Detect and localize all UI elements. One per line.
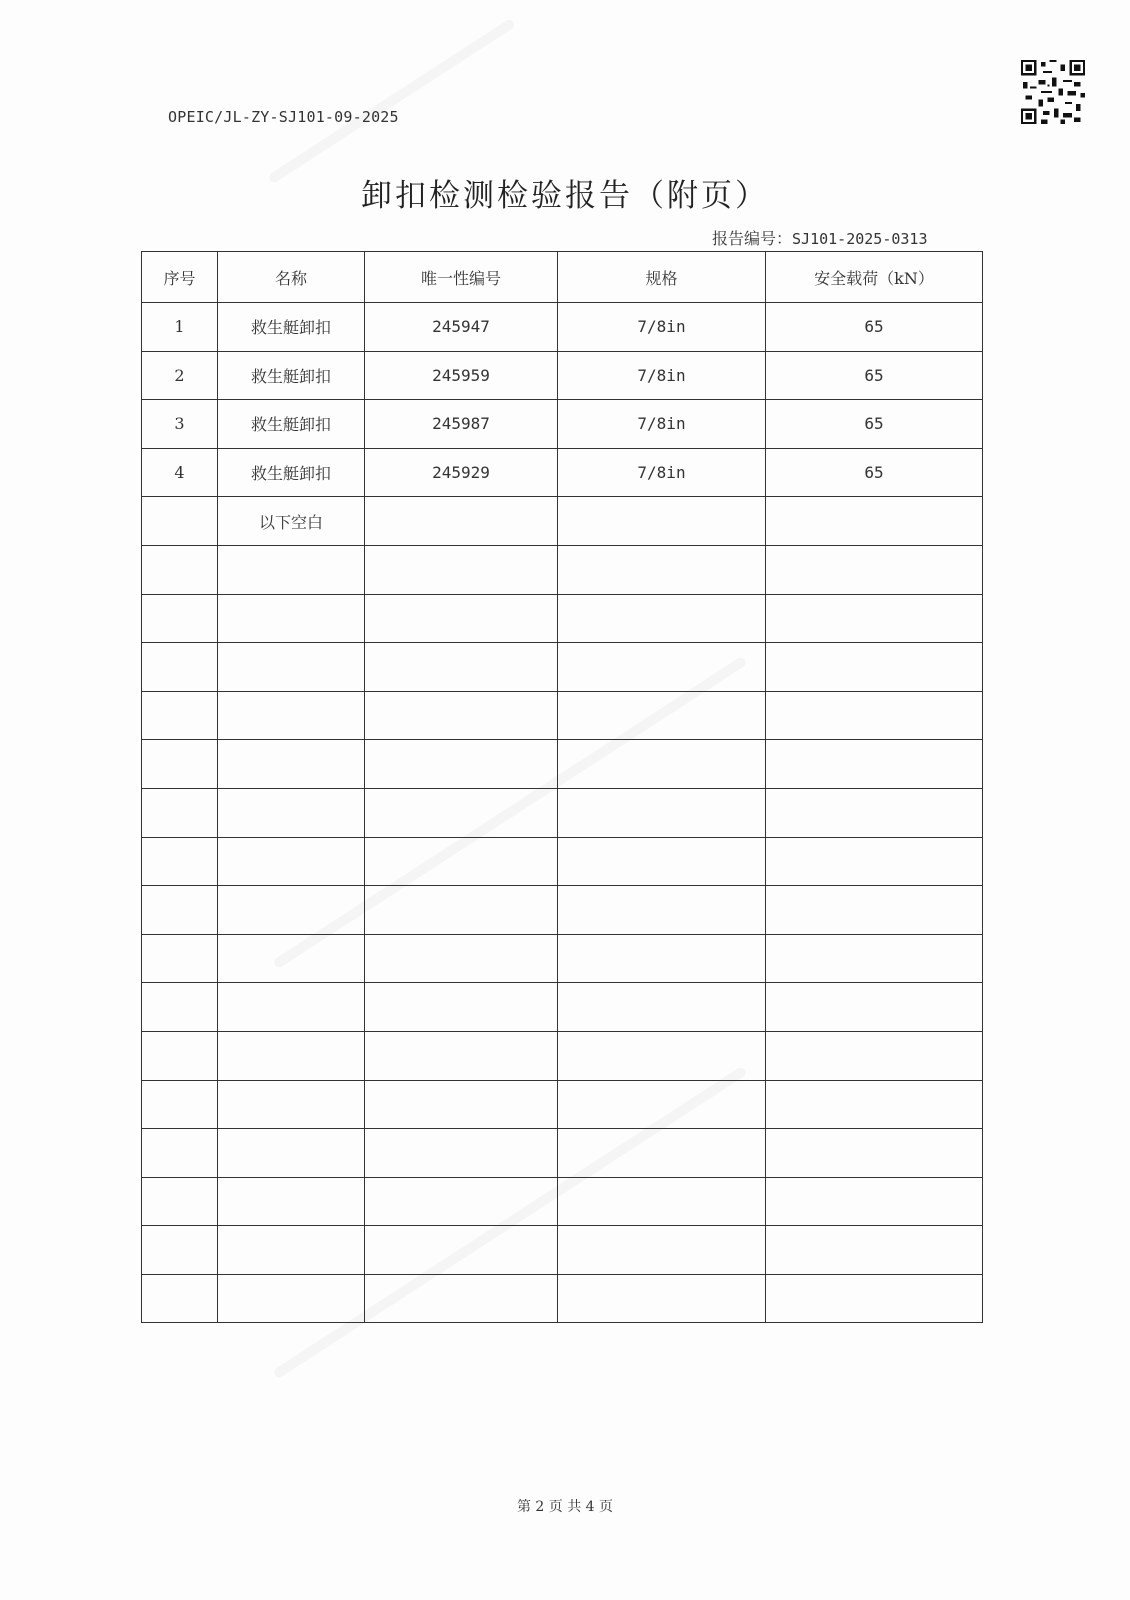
table-row [142, 691, 983, 740]
cell-load [766, 788, 983, 837]
cell-spec [558, 886, 766, 935]
table-row [142, 594, 983, 643]
cell-uid [365, 1129, 558, 1178]
cell-seq: 4 [142, 448, 218, 497]
cell-spec [558, 1031, 766, 1080]
column-header-spec: 规格 [558, 252, 766, 303]
cell-seq [142, 983, 218, 1032]
cell-spec [558, 1080, 766, 1129]
cell-load [766, 1177, 983, 1226]
cell-load [766, 983, 983, 1032]
table-row [142, 351, 983, 400]
cell-seq [142, 643, 218, 692]
report-number-label: 报告编号： [712, 229, 793, 248]
cell-load [766, 691, 983, 740]
cell-seq [142, 1080, 218, 1129]
table-row [142, 1031, 983, 1080]
cell-spec [558, 497, 766, 546]
cell-name [218, 691, 365, 740]
cell-load [766, 594, 983, 643]
cell-name [218, 788, 365, 837]
cell-load: 65 [766, 400, 983, 449]
column-header-seq: 序号 [142, 252, 218, 303]
table-row [142, 1080, 983, 1129]
inspection-table [141, 251, 983, 1323]
cell-name: 救生艇卸扣 [218, 448, 365, 497]
cell-seq: 3 [142, 400, 218, 449]
cell-uid [365, 497, 558, 546]
table-row [142, 545, 983, 594]
column-header-uid: 唯一性编号 [365, 252, 558, 303]
cell-seq [142, 740, 218, 789]
cell-spec [558, 691, 766, 740]
table-row [142, 886, 983, 935]
cell-uid [365, 740, 558, 789]
cell-spec: 7/8in [558, 351, 766, 400]
cell-spec: 7/8in [558, 448, 766, 497]
cell-seq [142, 594, 218, 643]
cell-spec [558, 983, 766, 1032]
cell-spec [558, 934, 766, 983]
cell-uid: 245947 [365, 303, 558, 352]
cell-seq: 2 [142, 351, 218, 400]
table-row [142, 983, 983, 1032]
cell-name [218, 643, 365, 692]
table-row [142, 740, 983, 789]
cell-load [766, 1129, 983, 1178]
cell-spec [558, 788, 766, 837]
cell-spec [558, 740, 766, 789]
watermark-band [267, 18, 516, 184]
cell-seq [142, 497, 218, 546]
cell-load [766, 1226, 983, 1275]
table-row [142, 303, 983, 352]
table-header-row [142, 252, 983, 303]
cell-uid: 245987 [365, 400, 558, 449]
table-row [142, 934, 983, 983]
cell-uid [365, 594, 558, 643]
report-number-value: SJ101-2025-0313 [792, 230, 928, 248]
cell-uid: 245959 [365, 351, 558, 400]
cell-load [766, 1080, 983, 1129]
cell-load [766, 837, 983, 886]
table-row [142, 1129, 983, 1178]
cell-seq [142, 1226, 218, 1275]
table-row [142, 400, 983, 449]
cell-seq [142, 1274, 218, 1323]
report-number [712, 226, 927, 249]
cell-load [766, 886, 983, 935]
cell-uid: 245929 [365, 448, 558, 497]
cell-uid [365, 1226, 558, 1275]
cell-load [766, 1031, 983, 1080]
cell-name [218, 886, 365, 935]
table-row [142, 1226, 983, 1275]
cell-uid [365, 886, 558, 935]
cell-load: 65 [766, 351, 983, 400]
cell-seq [142, 545, 218, 594]
cell-name [218, 983, 365, 1032]
cell-uid [365, 983, 558, 1032]
cell-name [218, 1080, 365, 1129]
cell-spec: 7/8in [558, 400, 766, 449]
cell-spec [558, 1226, 766, 1275]
cell-name: 以下空白 [218, 497, 365, 546]
cell-seq [142, 788, 218, 837]
cell-spec [558, 837, 766, 886]
cell-name [218, 1031, 365, 1080]
cell-name: 救生艇卸扣 [218, 400, 365, 449]
cell-seq [142, 837, 218, 886]
cell-load [766, 497, 983, 546]
cell-uid [365, 1177, 558, 1226]
table-row [142, 643, 983, 692]
table-row [142, 1177, 983, 1226]
cell-spec [558, 1177, 766, 1226]
page-number: 第 2 页 共 4 页 [516, 1499, 614, 1515]
qr-code-icon [1021, 60, 1085, 124]
cell-name [218, 1274, 365, 1323]
cell-spec [558, 643, 766, 692]
column-header-load: 安全载荷（kN） [766, 252, 983, 303]
cell-name [218, 1226, 365, 1275]
cell-name: 救生艇卸扣 [218, 351, 365, 400]
cell-name [218, 1177, 365, 1226]
cell-seq [142, 886, 218, 935]
cell-seq [142, 1129, 218, 1178]
cell-load: 65 [766, 303, 983, 352]
cell-uid [365, 934, 558, 983]
cell-spec [558, 1274, 766, 1323]
document-code: OPEIC/JL-ZY-SJ101-09-2025 [168, 108, 399, 126]
cell-name [218, 594, 365, 643]
cell-seq [142, 1177, 218, 1226]
cell-seq [142, 1031, 218, 1080]
cell-load: 65 [766, 448, 983, 497]
cell-uid [365, 1031, 558, 1080]
table-row [142, 497, 983, 546]
cell-name [218, 1129, 365, 1178]
cell-seq [142, 934, 218, 983]
cell-name [218, 545, 365, 594]
cell-uid [365, 1080, 558, 1129]
page-title: 卸扣检测检验报告（附页） [361, 178, 769, 214]
cell-load [766, 934, 983, 983]
cell-uid [365, 545, 558, 594]
cell-seq: 1 [142, 303, 218, 352]
cell-name: 救生艇卸扣 [218, 303, 365, 352]
table-row [142, 1274, 983, 1323]
cell-load [766, 643, 983, 692]
table-row [142, 448, 983, 497]
cell-uid [365, 1274, 558, 1323]
cell-load [766, 740, 983, 789]
cell-load [766, 1274, 983, 1323]
table-row [142, 837, 983, 886]
cell-uid [365, 643, 558, 692]
cell-spec [558, 594, 766, 643]
cell-name [218, 740, 365, 789]
cell-seq [142, 691, 218, 740]
column-header-name: 名称 [218, 252, 365, 303]
cell-name [218, 837, 365, 886]
table-row [142, 788, 983, 837]
cell-uid [365, 691, 558, 740]
cell-name [218, 934, 365, 983]
cell-spec [558, 545, 766, 594]
cell-load [766, 545, 983, 594]
cell-uid [365, 788, 558, 837]
cell-spec: 7/8in [558, 303, 766, 352]
cell-uid [365, 837, 558, 886]
cell-spec [558, 1129, 766, 1178]
